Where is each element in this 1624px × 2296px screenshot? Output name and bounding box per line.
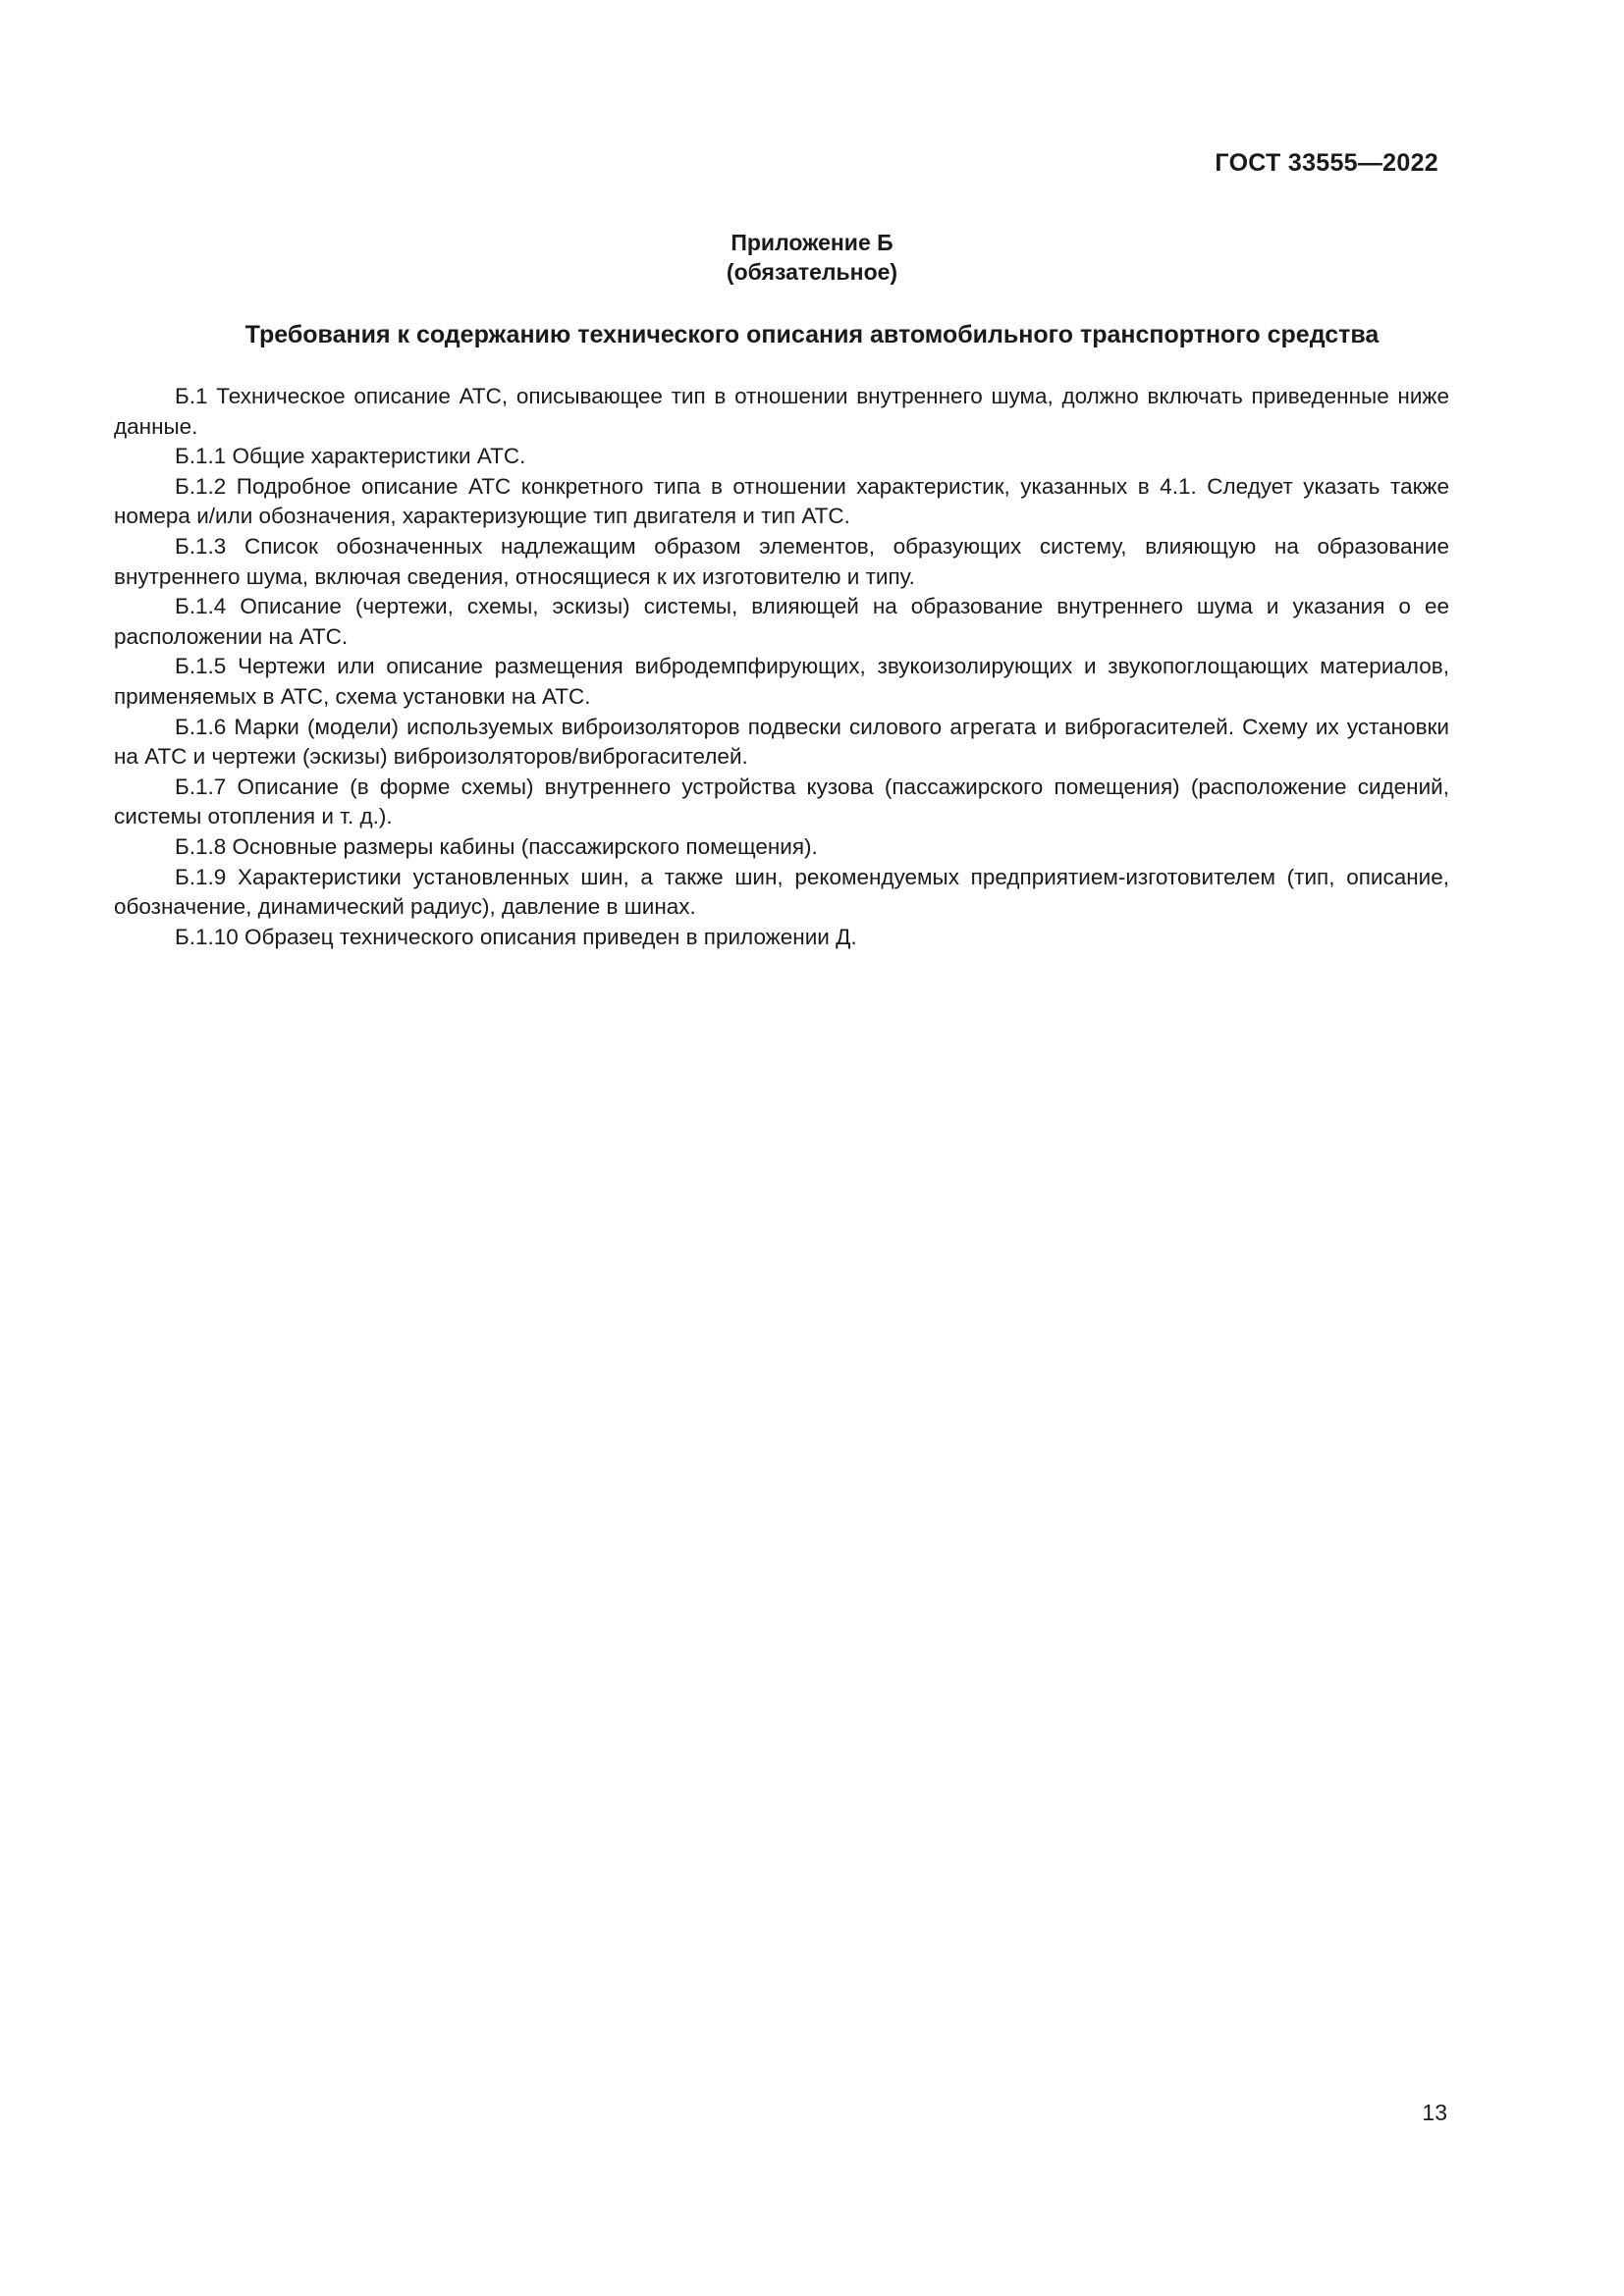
appendix-heading	[0, 228, 1624, 287]
page-number: 13	[1422, 2100, 1447, 2125]
paragraph-b1: Б.1 Техническое описание АТС, описывающее тип в отношении внутреннего шума, должно включать приведенные ниже данные.	[114, 384, 1449, 439]
paragraph-b1-2: Б.1.2 Подробное описание АТС конкретного типа в отношении характеристик, указанных в 4.1. Следует указать также номера и/или обозначения, характеризующие тип двигателя и тип АТС.	[114, 473, 1449, 529]
paragraph-b1-3: Б.1.3 Список обозначенных надлежащим образом элементов, образующих систему, влияющую на образование внутреннего шума, включая сведения, относящиеся к их изготовителю и типу.	[114, 533, 1449, 589]
paragraph-b1-7: Б.1.7 Описание (в форме схемы) внутреннего устройства кузова (пассажирского помещения) (расположение сидений, системы отопления и т. д.).	[114, 774, 1449, 829]
paragraph-b1-6: Б.1.6 Марки (модели) используемых виброизоляторов подвески силового агрегата и виброгасителей. Схему их установки на АТС и чертежи (эскизы) виброизоляторов/виброгасителей.	[114, 714, 1449, 770]
body-text	[114, 382, 1449, 952]
paragraph-b1-8: Б.1.8 Основные размеры кабины (пассажирского помещения).	[175, 833, 818, 859]
document-code: ГОСТ 33555—2022	[1215, 149, 1438, 177]
section-title: Требования к содержанию технического описания автомобильного транспортного средства	[244, 321, 1380, 348]
appendix-status: (обязательное)	[726, 259, 898, 285]
paragraph-b1-10: Б.1.10 Образец технического описания приведен в приложении Д.	[175, 924, 857, 949]
paragraph-b1-9: Б.1.9 Характеристики установленных шин, а также шин, рекомендуемых предприятием-изготовителем (тип, описание, обозначение, динамический радиус), давление в шинах.	[114, 864, 1449, 920]
appendix-title: Приложение Б	[731, 230, 893, 255]
paragraph-b1-4: Б.1.4 Описание (чертежи, схемы, эскизы) системы, влияющей на образование внутреннего шума и указания о ее расположении на АТС.	[114, 594, 1449, 649]
paragraph-b1-5: Б.1.5 Чертежи или описание размещения вибродемпфирующих, звукоизолирующих и звукопоглощающих материалов, применяемых в АТС, схема установки на АТС.	[114, 654, 1449, 709]
paragraph-b1-1: Б.1.1 Общие характеристики АТС.	[175, 444, 526, 469]
